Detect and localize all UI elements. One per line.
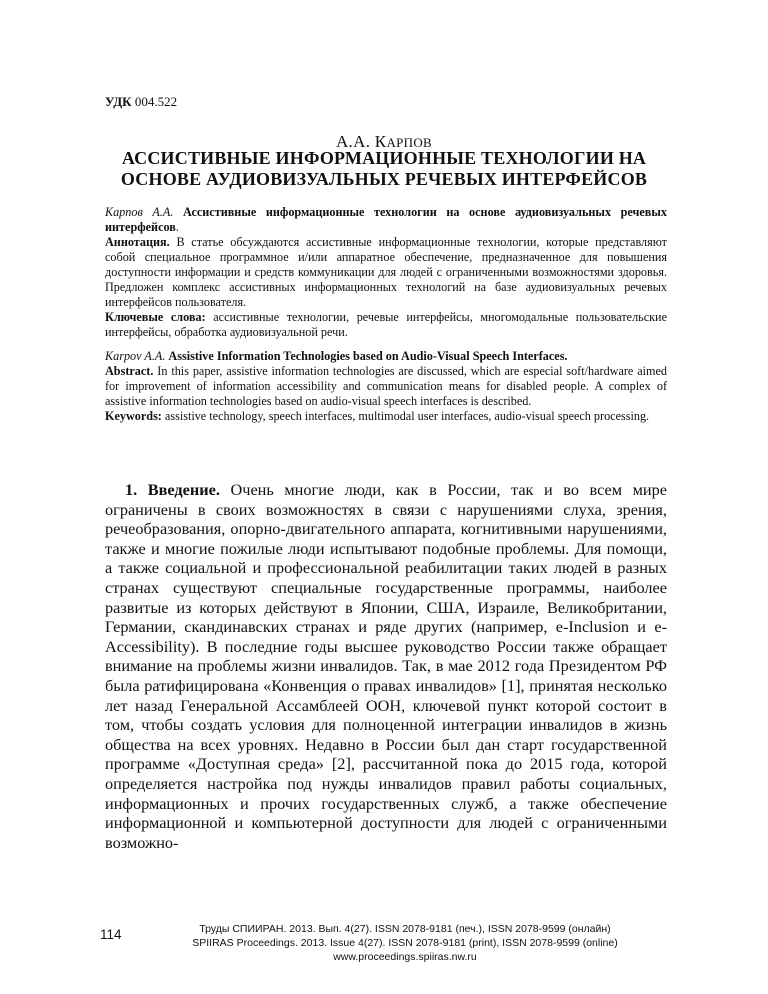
abstract-en-reference: [105, 349, 667, 364]
keywords-en-text: assistive technology, speech interfaces, multimodal user interfaces, audio-visual speech processing.: [164, 409, 650, 423]
footer-line-ru: Труды СПИИРАН. 2013. Вып. 4(27). ISSN 2078-9181 (печ.), ISSN 2078-9599 (онлайн): [199, 923, 611, 935]
keywords-ru-label: Ключевые слова:: [105, 310, 206, 324]
page-number: 114: [100, 927, 122, 942]
annotation-label: Аннотация.: [105, 235, 170, 249]
intro-text: Очень многие люди, как в России, так и во всем мире ограничены в своих возможностях в связи с нарушениями слуха, зрения, речеобразования, опорно-двигательного аппарата, когнитивными нарушениями, также и многие пожилые люди испытывают подобные проблемы. Для помощи, а также социальной и профессиональной реабилитации таких людей в разных странах существуют специальные государственные программы, наиболее развитые из которых действуют в Японии, США, Израиле, Великобритании, Германии, скандинавских странах и ряде других (например, e-Inclusion и e-Accessibility). В последние годы высшее руководство России также обращает внимание на проблемы жизни инвалидов. Так, в мае 2012 года Президентом РФ была ратифицирована «Конвенция о правах инвалидов» [1], принятая несколько лет назад Генеральной Ассамблеей ООН, ключевой пункт которой состоит в том, чтобы создать условия для полноценной интеграции инвалидов в жизнь общества на всех уровнях. Недавно в России был дан старт государственной программе «Доступная среда» [2], рассчитанной пока до 2015 года, которой определяется настройка под нужды инвалидов правил работы социальных, информационных и прочих государственных служб, а также обеспечение информационной и компьютерной доступности для людей с ограниченными возможно-: [105, 480, 667, 852]
keywords-ru-text: ассистивные технологии, речевые интерфейсы, многомодальные пользовательские интерфейсы, обработка аудиовизуальной речи.: [105, 310, 667, 339]
footer-url: www.proceedings.spiiras.nw.ru: [333, 951, 477, 963]
abstract-en-author: Karpov A.A.: [105, 349, 166, 363]
paper-title-line1: АССИСТИВНЫЕ ИНФОРМАЦИОННЫЕ ТЕХНОЛОГИИ НА: [121, 148, 647, 168]
intro-paragraph: [105, 480, 667, 852]
keywords-en-label: Keywords:: [105, 409, 162, 423]
page-footer: [145, 922, 665, 964]
footer-line-en: SPIIRAS Proceedings. 2013. Issue 4(27). ISSN 2078-9181 (print), ISSN 2078-9599 (online): [192, 937, 618, 949]
udc-code: 004.522: [134, 94, 178, 109]
annotation-text: В статье обсуждаются ассистивные информационные технологии, которые представляют собой специальное программное и/или аппаратное обеспечение, предназначенное для повышения доступности информации и средств коммуникации для людей с ограниченными возможностями здоровья. Предложен комплекс ассистивных информационных технологий на базе аудиовизуальных речевых интерфейсов пользователя.: [105, 235, 667, 309]
abstract-en-abstract: [105, 364, 667, 409]
abstract-en: [105, 349, 667, 424]
abstract-ru-ref-end: .: [175, 220, 179, 234]
paper-title-line2: ОСНОВЕ АУДИОВИЗУАЛЬНЫХ РЕЧЕВЫХ ИНТЕРФЕЙСОВ: [120, 169, 648, 189]
abstract-ru-keywords: [105, 310, 667, 340]
abstract-ru-title: Ассистивные информационные технологии на основе аудиовизуальных речевых интерфейсов: [105, 205, 667, 234]
abstract-ru-reference: [105, 205, 667, 235]
udc-line: [105, 94, 177, 110]
abstract-en-keywords: [105, 409, 667, 424]
udc-label: УДК: [105, 94, 132, 109]
abstract-ru-author: Карпов А.А.: [105, 205, 174, 219]
abstract-ru: [105, 205, 667, 340]
author-initials: А.А. К: [335, 132, 387, 151]
body-text: [105, 480, 667, 852]
section-heading: 1. Введение.: [125, 480, 220, 499]
abstract-en-text: In this paper, assistive information technologies are discussed, which are especial soft/hardware aimed for improvement of information accessibility and communication means for disabled people. A complex of assistive information technologies based on audio-visual speech interfaces is described.: [105, 364, 668, 408]
abstract-ru-annotation: [105, 235, 667, 310]
abstract-label: Abstract.: [105, 364, 154, 378]
paper-title: [100, 148, 668, 190]
author-surname-rest: АРПОВ: [386, 135, 433, 150]
abstract-en-title: Assistive Information Technologies based on Audio-Visual Speech Interfaces.: [168, 349, 568, 363]
